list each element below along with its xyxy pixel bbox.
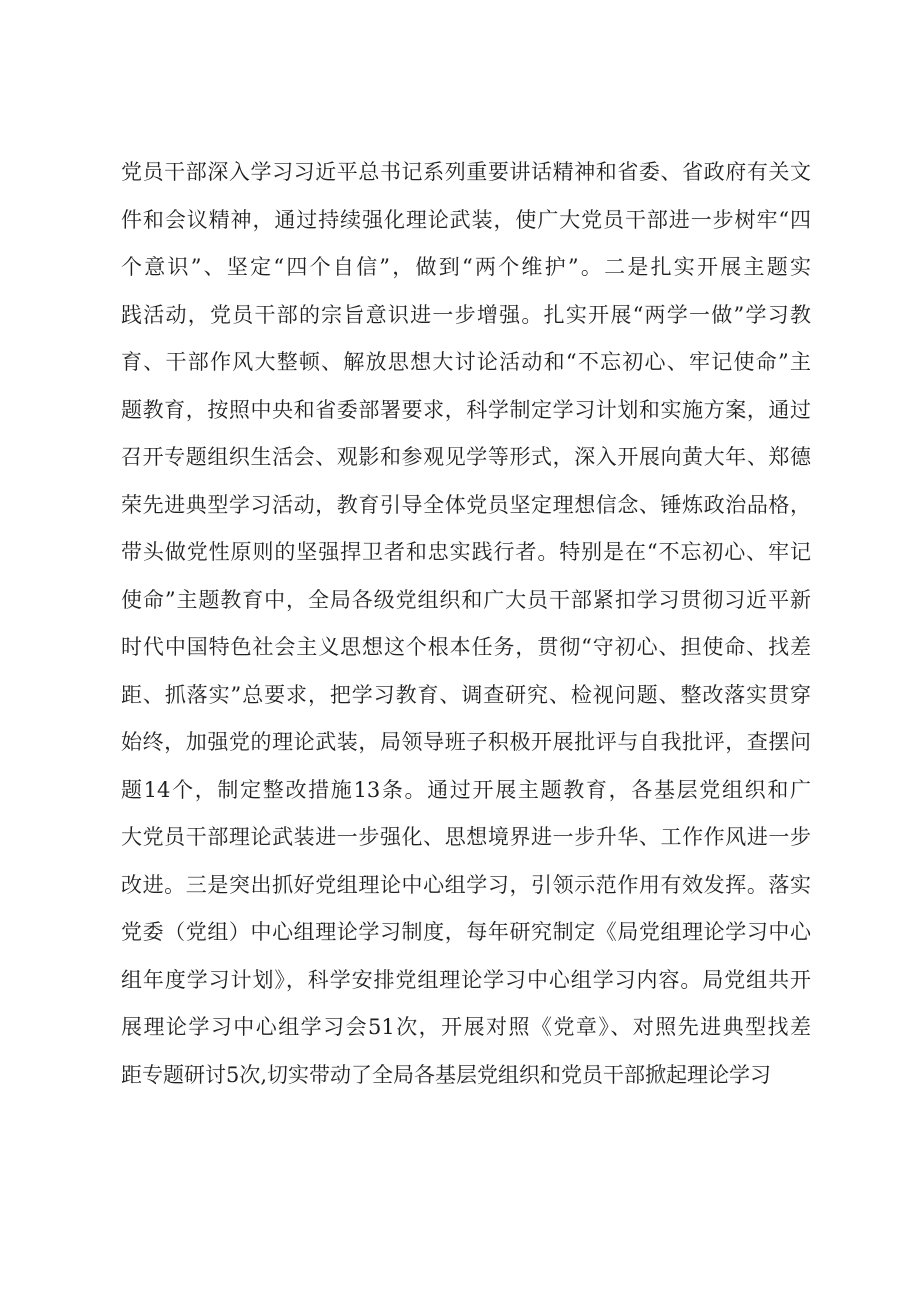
- text-line: 党委（党组）中心组理论学习制度，每年研究制定《局党组理论学习中心: [121, 920, 811, 944]
- text-line: 组年度学习计划》，科学安排党组理论学习中心组学习内容。局党组共开: [121, 967, 811, 992]
- body-paragraph: [121, 149, 811, 1099]
- text-line: 大党员干部理论武装进一步强化、思想境界进一步升华、工作作风进一步: [121, 825, 811, 849]
- text-line: 题教育，按照中央和省委部署要求，科学制定学习计划和实施方案，通过: [121, 397, 811, 422]
- text-line: 题14个，制定整改措施13条。通过开展主题教育，各基层党组织和广: [121, 777, 811, 802]
- text-line: 件和会议精神，通过持续强化理论武装，使广大党员干部进一步树牢“四: [121, 207, 811, 232]
- text-line: 荣先进典型学习活动，教育引导全体党员坚定理想信念、锤炼政治品格，: [121, 492, 811, 517]
- text-line: 使命”主题教育中，全局各级党组织和广大员干部紧扣学习贯彻习近平新: [121, 587, 811, 612]
- text-line: 党员干部深入学习习近平总书记系列重要讲话精神和省委、省政府有关文: [121, 160, 811, 184]
- text-line: 个意识”、坚定“四个自信”，做到“两个维护”。二是扎实开展主题实: [121, 255, 811, 279]
- text-line: 改进。三是突出抓好党组理论中心组学习，引领示范作用有效发挥。落实: [121, 872, 811, 897]
- text-line: 始终，加强党的理论武装，局领导班子积极开展批评与自我批评，查摆问: [121, 730, 811, 754]
- text-line: 践活动，党员干部的宗旨意识进一步增强。扎实开展“两学一做”学习教: [121, 302, 811, 327]
- text-line: 距、抓落实”总要求，把学习教育、调查研究、检视问题、整改落实贯穿: [121, 682, 811, 707]
- text-line: 时代中国特色社会主义思想这个根本任务，贯彻“守初心、担使命、找差: [121, 635, 811, 659]
- text-line: 召开专题组织生活会、观影和参观见学等形式，深入开展向黄大年、郑德: [121, 445, 811, 469]
- text-line: 距专题研讨5次,切实带动了全局各基层党组织和党员干部掀起理论学习: [121, 1062, 772, 1087]
- text-line: 展理论学习中心组学习会51次，开展对照《党章》、对照先进典型找差: [121, 1015, 811, 1039]
- text-line: 育、干部作风大整顿、解放思想大讨论活动和“不忘初心、牢记使命”主: [121, 350, 811, 374]
- text-line: 带头做党性原则的坚强捍卫者和忠实践行者。特别是在“不忘初心、牢记: [121, 540, 811, 564]
